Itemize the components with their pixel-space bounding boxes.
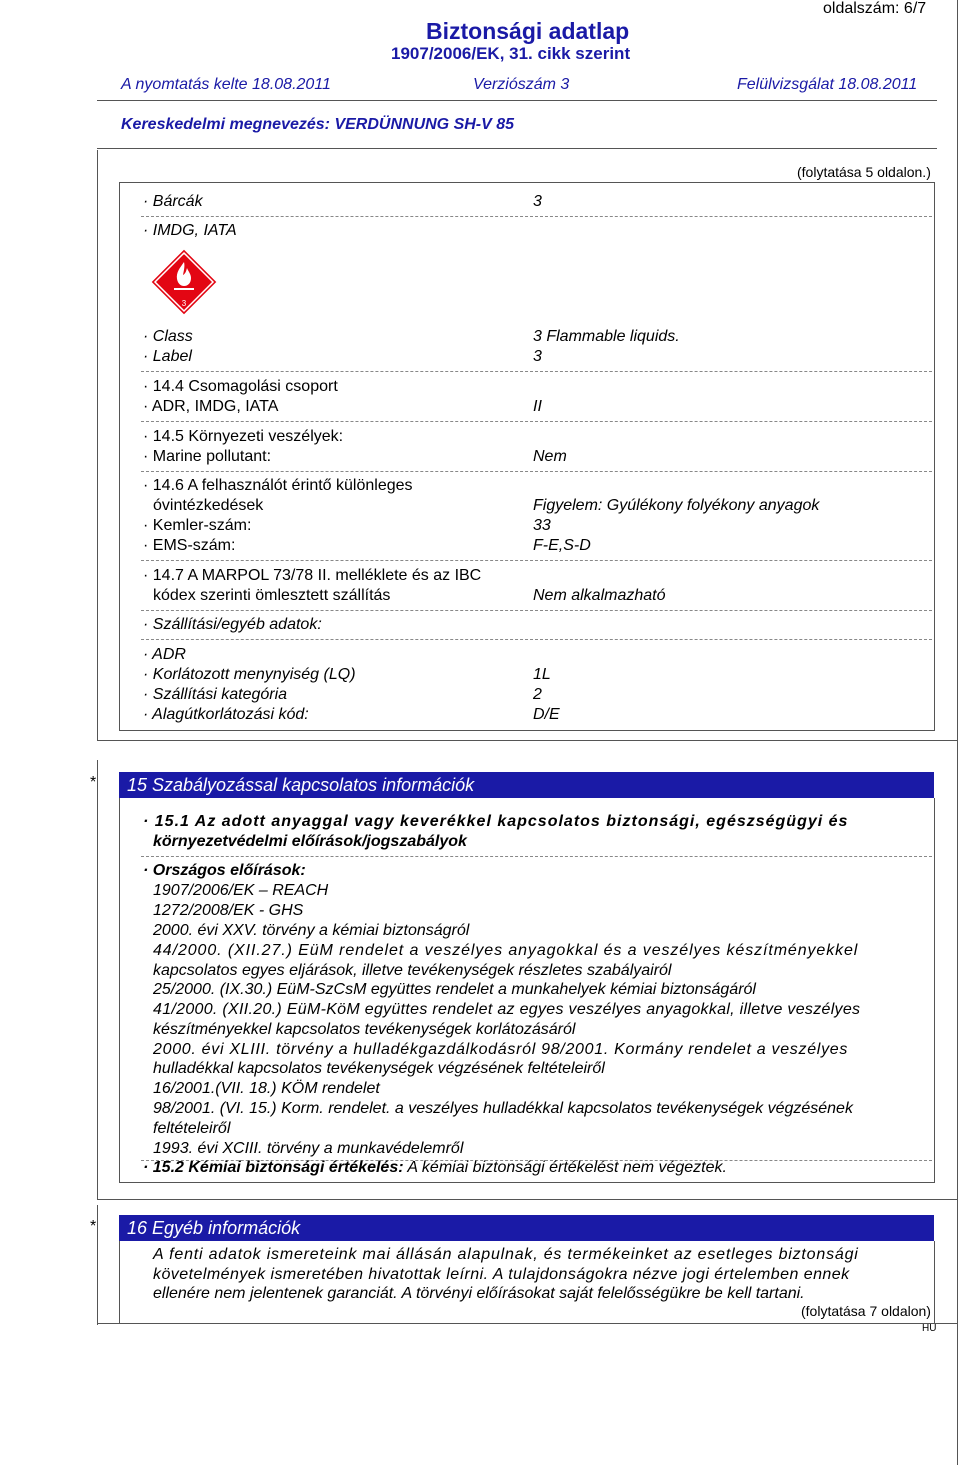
dashed-divider bbox=[141, 471, 932, 472]
packing-label: · ADR, IMDG, IATA bbox=[143, 398, 279, 415]
dashed-divider bbox=[141, 610, 932, 611]
special-heading: · 14.6 A felhasználót érintő különleges bbox=[143, 477, 413, 494]
regulation-line: feltételeiről bbox=[153, 1120, 231, 1137]
tunnel-code-label: · Alagútkorlátozási kód: bbox=[143, 706, 309, 723]
special-label: óvintézkedések bbox=[153, 497, 264, 514]
section15-box-left bbox=[119, 798, 120, 1182]
regulation-line: 1272/2008/EK - GHS bbox=[153, 902, 304, 919]
national-regulations-heading: · Országos előírások: bbox=[143, 862, 306, 879]
section15-2-value: A kémiai biztonsági értékelést nem végeztek. bbox=[407, 1159, 727, 1176]
version: Verziószám 3 bbox=[473, 76, 570, 93]
marine-value: Nem bbox=[533, 448, 567, 465]
kemler-label: · Kemler-szám: bbox=[143, 517, 252, 534]
page-number: oldalszám: 6/7 bbox=[823, 0, 927, 17]
regulation-line: 98/2001. (VI. 15.) Korm. rendelet. a veszélyes hulladékkal kapcsolatos tevékenységek végzésének bbox=[153, 1100, 853, 1117]
tunnel-code-value: D/E bbox=[533, 706, 560, 723]
packing-value: II bbox=[533, 398, 542, 415]
section16-box-left bbox=[119, 1241, 120, 1323]
marine-label: · Marine pollutant: bbox=[143, 448, 272, 465]
section14-outer-bottom bbox=[97, 740, 957, 741]
regulation-line: 44/2000. (XII.27.) EüM rendelet a veszélyes anyagokkal és a veszélyes készítményekkel bbox=[153, 942, 859, 959]
trade-name-divider bbox=[97, 148, 937, 149]
header-divider bbox=[97, 100, 937, 101]
section14-box-left bbox=[119, 182, 120, 730]
change-marker: * bbox=[90, 774, 97, 791]
special-value: Figyelem: Gyúlékony folyékony anyagok bbox=[533, 497, 820, 514]
class-label: · Class bbox=[143, 328, 193, 345]
continued-from: (folytatása 5 oldalon.) bbox=[797, 164, 931, 180]
section15-2-heading: · 15.2 Kémiai biztonsági értékelés: bbox=[143, 1159, 404, 1176]
transport-other: · Szállítási/egyéb adatok: bbox=[143, 616, 322, 633]
trade-name: Kereskedelmi megnevezés: VERDÜNNUNG SH-V 85 bbox=[121, 116, 515, 133]
ems-value: F-E,S-D bbox=[533, 537, 591, 554]
class-value: 3 Flammable liquids. bbox=[533, 328, 680, 345]
page-left-border-2 bbox=[97, 760, 98, 1200]
other-info-line: A fenti adatok ismereteink mai állásán alapulnak, és termékeinket az esetleges biztonsági bbox=[153, 1246, 859, 1263]
regulation-line: hulladékkal kapcsolatos tevékenységek végzésének feltételeiről bbox=[153, 1060, 605, 1077]
regulation-line: kapcsolatos egyes eljárások, illetve tevékenységek részletes szabályairól bbox=[153, 962, 672, 979]
section15-box-right bbox=[934, 798, 935, 1182]
marpol-value: Nem alkalmazható bbox=[533, 587, 666, 604]
regulation-line: készítményekkel kapcsolatos tevékenységek korlátozásáról bbox=[153, 1021, 576, 1038]
review-date: Felülvizsgálat 18.08.2011 bbox=[737, 76, 918, 93]
regulation-line: 2000. évi XXV. törvény a kémiai biztonságról bbox=[153, 922, 470, 939]
label-value: 3 bbox=[533, 348, 542, 365]
regulation-line: 25/2000. (IX.30.) EüM-SzCsM együttes rendelet a munkahelyek kémiai biztonságáról bbox=[153, 981, 756, 998]
language-code: HU bbox=[922, 1323, 937, 1334]
section14-box-bottom bbox=[119, 730, 935, 731]
section15-box-bottom bbox=[119, 1182, 935, 1183]
chemical-safety-assessment bbox=[143, 1159, 727, 1177]
transport-category-value: 2 bbox=[533, 686, 542, 703]
document-title: Biztonsági adatlap bbox=[426, 18, 630, 44]
dashed-divider bbox=[141, 560, 932, 561]
barcak-value: 3 bbox=[533, 193, 542, 210]
page-right-border bbox=[957, 0, 958, 1465]
marpol-label: kódex szerinti ömlesztett szállítás bbox=[153, 587, 391, 604]
continued-to: (folytatása 7 oldalon) bbox=[801, 1303, 931, 1319]
barcak-label: · Bárcák bbox=[143, 193, 203, 210]
section15-outer-bottom bbox=[97, 1199, 957, 1200]
section15-title: 15 Szabályozással kapcsolatos információk bbox=[119, 772, 934, 798]
regulation-line: 1993. évi XCIII. törvény a munkavédelemről bbox=[153, 1140, 464, 1157]
other-info-line: ellenére nem jelentenek garanciát. A törvényi előírásokat saját felelősségükre be kell tartani. bbox=[153, 1285, 805, 1302]
regulation-line: 1907/2006/EK – REACH bbox=[153, 882, 329, 899]
ems-label: · EMS-szám: bbox=[143, 537, 236, 554]
section16-title: 16 Egyéb információk bbox=[119, 1215, 934, 1241]
section15-1-heading-line2: környezetvédelmi előírások/jogszabályok bbox=[153, 833, 467, 850]
page-left-border bbox=[97, 150, 98, 740]
dashed-divider bbox=[141, 216, 932, 217]
regulation-line: 41/2000. (XII.20.) EüM-KöM együttes rendelet az egyes veszélyes anyagokkal, illetve veszélyes bbox=[153, 1001, 861, 1018]
change-marker: * bbox=[90, 1218, 97, 1235]
regulation-line: 16/2001.(VII. 18.) KÖM rendelet bbox=[153, 1080, 380, 1097]
lq-value: 1L bbox=[533, 666, 551, 683]
dashed-divider bbox=[141, 639, 932, 640]
dashed-divider bbox=[141, 856, 932, 857]
transport-category-label: · Szállítási kategória bbox=[143, 686, 288, 703]
page-bottom-border bbox=[97, 1323, 957, 1324]
other-info-line: követelmények ismeretében hivatottak leírni. A tulajdonságokra nézve jogi értelemben ennek bbox=[153, 1266, 850, 1283]
adr-label: · ADR bbox=[143, 646, 186, 663]
label-label: · Label bbox=[143, 348, 192, 365]
document-subtitle: 1907/2006/EK, 31. cikk szerint bbox=[391, 44, 631, 63]
print-date: A nyomtatás kelte 18.08.2011 bbox=[121, 76, 331, 93]
env-heading: · 14.5 Környezeti veszélyek: bbox=[143, 428, 344, 445]
dashed-divider bbox=[141, 371, 932, 372]
imdg-iata-label: · IMDG, IATA bbox=[143, 222, 237, 239]
marpol-heading: · 14.7 A MARPOL 73/78 II. melléklete és az IBC bbox=[143, 567, 482, 584]
page-left-border-3 bbox=[97, 1205, 98, 1325]
section14-box-top bbox=[119, 182, 935, 183]
lq-label: · Korlátozott menynyiség (LQ) bbox=[143, 666, 356, 683]
section14-box-right bbox=[934, 182, 935, 730]
regulation-line: 2000. évi XLIII. törvény a hulladékgazdálkodásról 98/2001. Kormány rendelet a veszélyes bbox=[153, 1041, 849, 1058]
flammable-liquid-icon bbox=[150, 248, 218, 316]
section16-box-right bbox=[934, 1241, 935, 1323]
packing-heading: · 14.4 Csomagolási csoport bbox=[143, 378, 338, 395]
section15-1-heading-line1: · 15.1 Az adott anyaggal vagy keverékkel kapcsolatos biztonsági, egészségügyi és bbox=[143, 813, 849, 830]
hazard-icon-number: 3 bbox=[181, 299, 187, 308]
dashed-divider bbox=[141, 421, 932, 422]
kemler-value: 33 bbox=[533, 517, 551, 534]
